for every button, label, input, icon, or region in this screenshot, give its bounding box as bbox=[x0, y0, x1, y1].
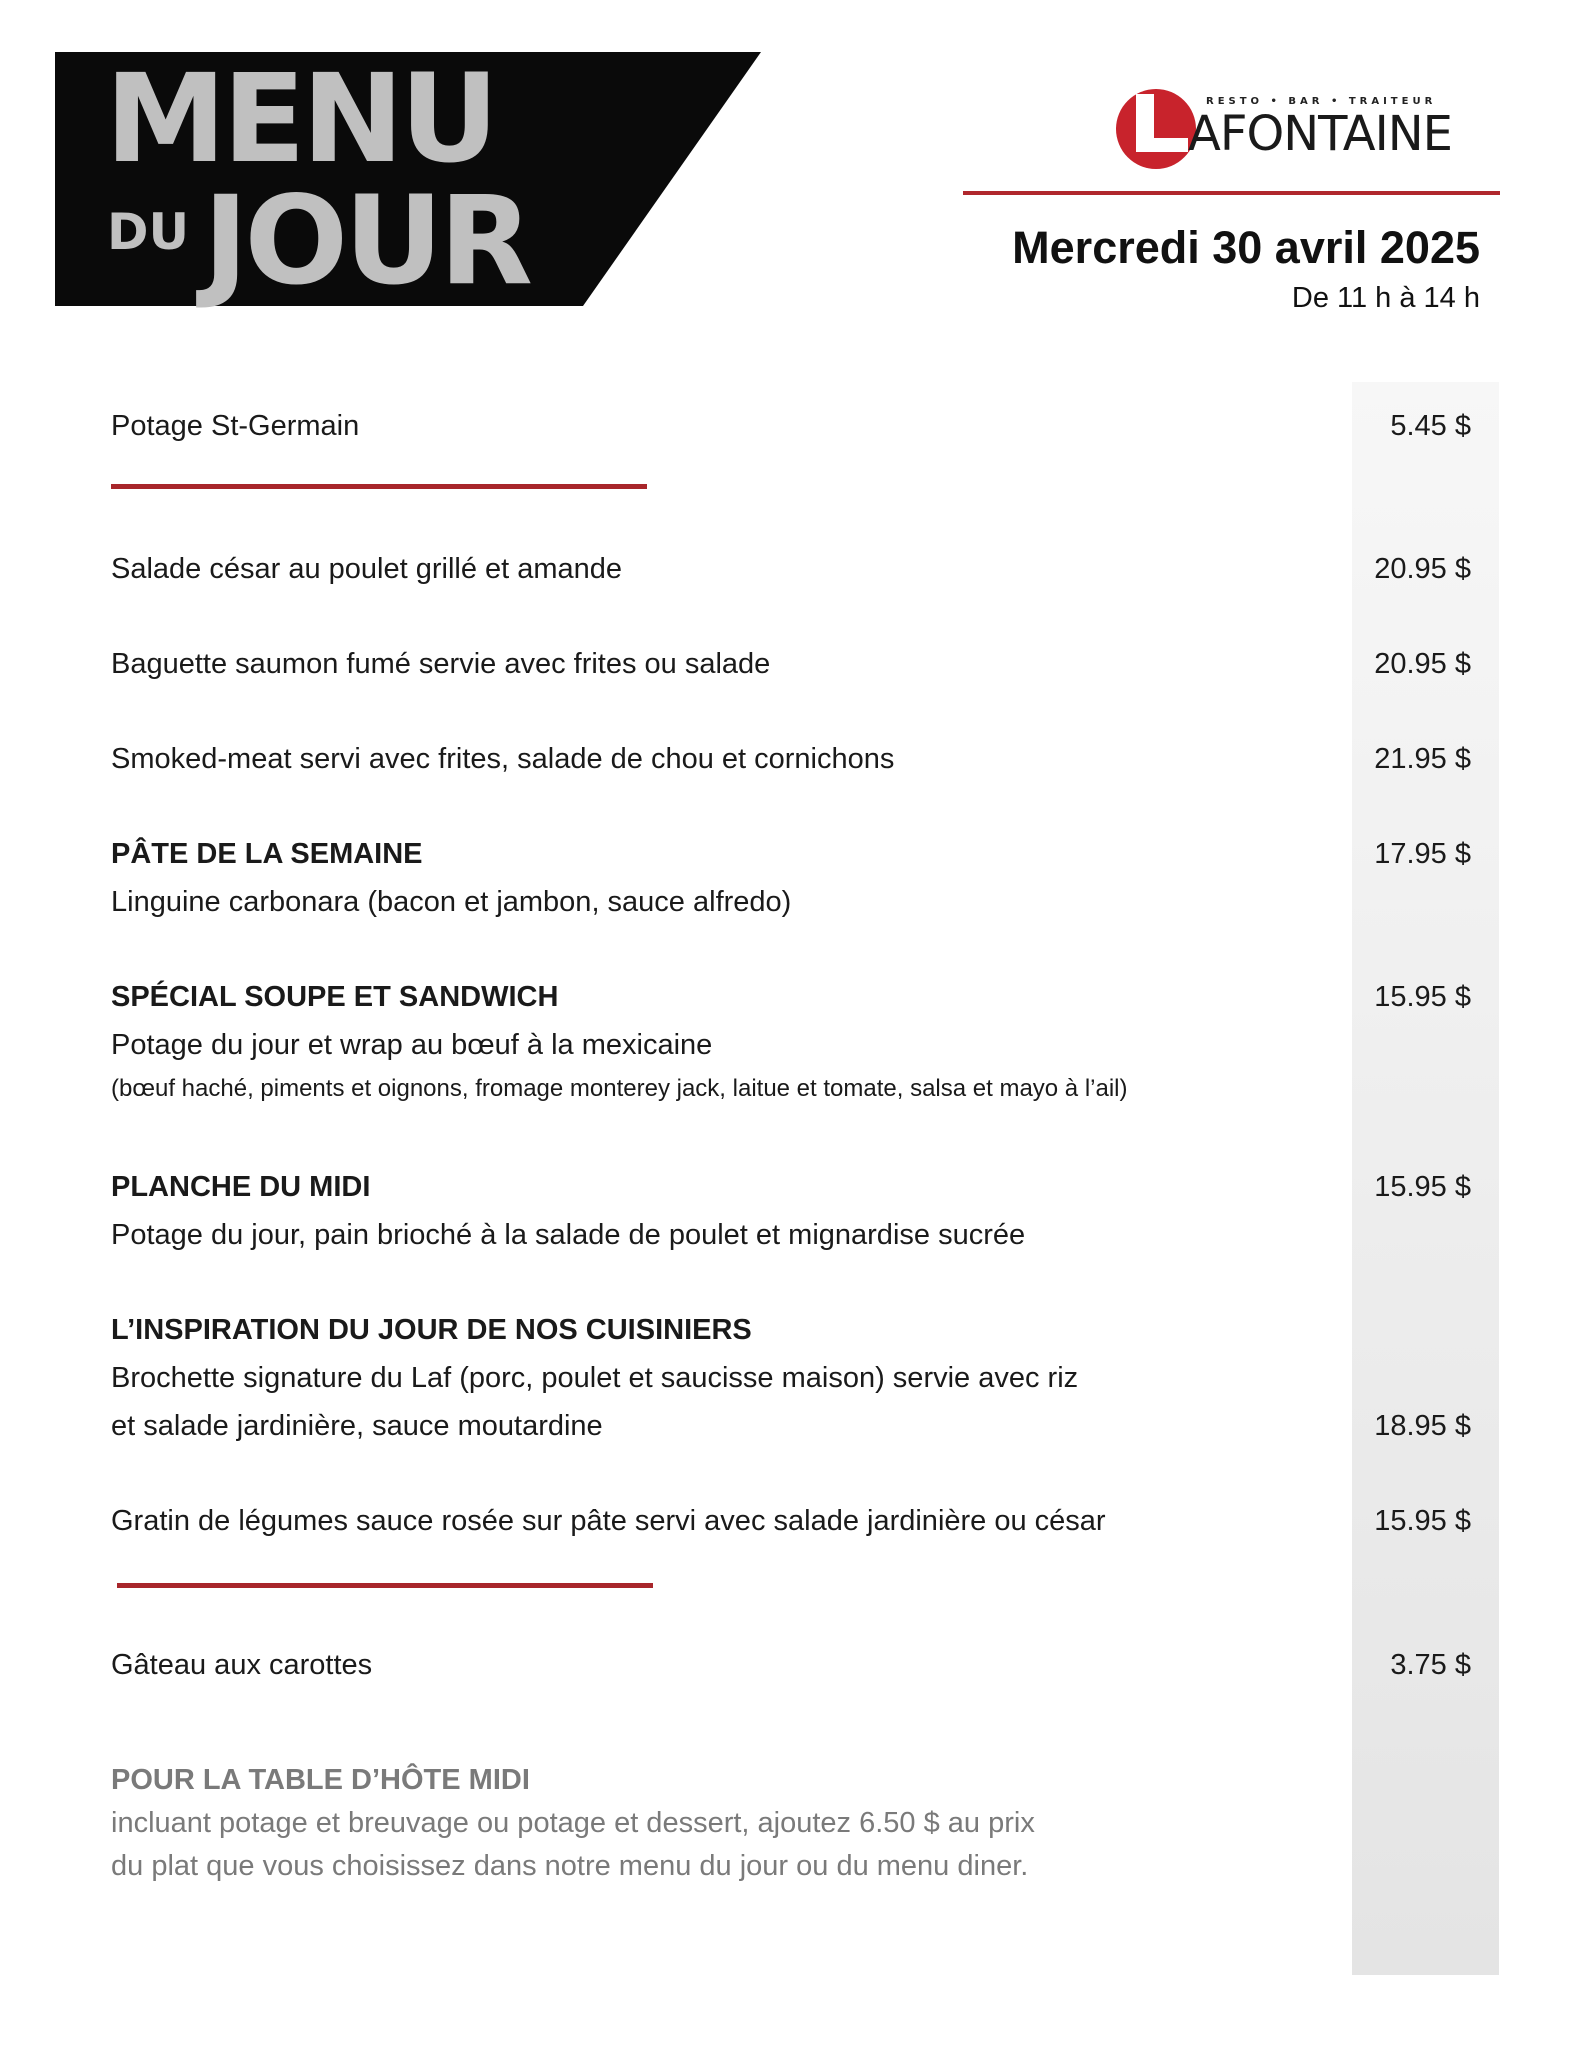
menu-du-jour-banner bbox=[55, 48, 761, 312]
du-word: DU bbox=[107, 203, 190, 261]
jour-word: JOUR bbox=[203, 170, 530, 312]
table-hote-note bbox=[111, 1758, 1035, 1888]
menu-item-featured bbox=[111, 830, 1471, 930]
menu-date: Mercredi 30 avril 2025 bbox=[1012, 222, 1480, 273]
logo-name: AFONTAINE bbox=[1188, 106, 1452, 162]
menu-word: MENU bbox=[105, 48, 495, 190]
item-name: Salade césar au poulet grillé et amande bbox=[111, 553, 623, 585]
item-price: 21.95 $ bbox=[1374, 743, 1471, 775]
table-hote-title: POUR LA TABLE D’HÔTE MIDI bbox=[111, 1764, 530, 1796]
table-hote-line: incluant potage et breuvage ou potage et dessert, ajoutez 6.50 $ au prix bbox=[111, 1807, 1035, 1839]
menu-item-featured bbox=[111, 973, 1471, 1123]
item-price: 15.95 $ bbox=[1374, 1505, 1471, 1537]
section-divider bbox=[111, 484, 647, 489]
section-divider bbox=[117, 1583, 653, 1588]
item-price: 15.95 $ bbox=[1374, 981, 1471, 1013]
lafontaine-logo bbox=[1110, 86, 1500, 172]
item-name: Baguette saumon fumé servie avec frites ou salade bbox=[111, 648, 771, 680]
item-price: 20.95 $ bbox=[1374, 648, 1471, 680]
item-name: Gratin de légumes sauce rosée sur pâte servi avec salade jardinière ou césar bbox=[111, 1505, 1106, 1537]
item-title: PÂTE DE LA SEMAINE bbox=[111, 838, 423, 870]
item-price: 20.95 $ bbox=[1374, 553, 1471, 585]
logo-underline bbox=[963, 191, 1500, 195]
menu-item-featured bbox=[111, 1306, 1471, 1456]
item-price: 18.95 $ bbox=[1374, 1410, 1471, 1442]
logo-tagline: RESTO • BAR • TRAITEUR bbox=[1206, 96, 1437, 107]
table-hote-line: du plat que vous choisissez dans notre menu du jour ou du menu diner. bbox=[111, 1850, 1029, 1882]
item-title: SPÉCIAL SOUPE ET SANDWICH bbox=[111, 981, 559, 1013]
item-description: Potage du jour et wrap au bœuf à la mexicaine bbox=[111, 1029, 713, 1061]
item-title: PLANCHE DU MIDI bbox=[111, 1171, 371, 1203]
item-title: L’INSPIRATION DU JOUR DE NOS CUISINIERS bbox=[111, 1314, 752, 1346]
item-price: 3.75 $ bbox=[1390, 1649, 1471, 1681]
item-note: (bœuf haché, piments et oignons, fromage monterey jack, laitue et tomate, salsa et mayo à l’ail) bbox=[111, 1075, 1128, 1102]
service-hours: De 11 h à 14 h bbox=[1291, 282, 1480, 314]
item-price: 17.95 $ bbox=[1374, 838, 1471, 870]
item-description: Brochette signature du Laf (porc, poulet et saucisse maison) servie avec riz bbox=[111, 1362, 1079, 1394]
item-name: Potage St-Germain bbox=[111, 410, 360, 442]
item-description: Potage du jour, pain brioché à la salade de poulet et mignardise sucrée bbox=[111, 1219, 1026, 1251]
menu-item-featured bbox=[111, 1163, 1471, 1263]
item-description: Linguine carbonara (bacon et jambon, sauce alfredo) bbox=[111, 886, 792, 918]
item-price: 5.45 $ bbox=[1390, 410, 1471, 442]
item-price: 15.95 $ bbox=[1374, 1171, 1471, 1203]
item-description-continued: et salade jardinière, sauce moutardine bbox=[111, 1410, 603, 1442]
item-name: Smoked-meat servi avec frites, salade de chou et cornichons bbox=[111, 743, 895, 775]
item-name: Gâteau aux carottes bbox=[111, 1649, 373, 1681]
